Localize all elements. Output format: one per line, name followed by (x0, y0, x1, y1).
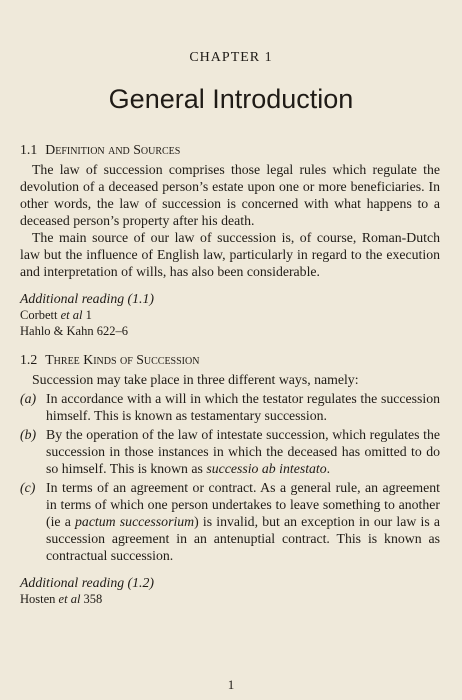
additional-reading-title: Additional reading (1.1) (20, 291, 154, 306)
paragraph-intro: Succession may take place in three different ways, namely: (32, 372, 359, 387)
succession-list (20, 390, 440, 564)
chapter-label: CHAPTER 1 (189, 50, 273, 65)
page-body (20, 141, 440, 607)
section-heading-1-1 (20, 141, 440, 158)
reference-item: Corbett et al 1 (20, 308, 92, 322)
list-text: By the operation of the law of intestate succession, which regulates the succession in those instances in which the deceased has omitted to do so himself. This is known as successio ab intestato. (46, 427, 440, 476)
list-label: (a) (20, 391, 37, 406)
chapter-title: General Introduction (108, 84, 354, 114)
section-heading-1-2 (20, 351, 440, 368)
page-number: 1 (227, 677, 235, 692)
list-text: In terms of an agreement or contract. As a general rule, an agreement in terms of which one person undertakes to leave something to another (ie a pactum successorium) is invalid, but an exception in our law is a succession agreement in an antenuptial contract. This is known as contractual succession. (46, 480, 441, 563)
additional-reading-title: Additional reading (1.2) (20, 575, 154, 590)
reference-item: Hosten et al 358 (20, 592, 103, 606)
list-text: In accordance with a will in which the testator regulates the succession himself. This is known as testamentary succession. (46, 391, 440, 423)
section-number: 1.2 (20, 352, 38, 367)
latin-term: pactum successorium (75, 514, 195, 529)
latin-term: successio ab intestato (206, 461, 327, 476)
list-item (20, 390, 440, 424)
reference-item: Hahlo & Kahn 622–6 (20, 324, 128, 338)
list-label: (b) (20, 427, 37, 442)
list-item (20, 479, 440, 564)
section-title: Three Kinds of Succession (45, 352, 200, 367)
section-number: 1.1 (20, 142, 38, 157)
list-label: (c) (20, 480, 36, 495)
paragraph-definition: The law of succession comprises those legal rules which regulate the devolution of a deceased person’s estate upon one or more beneficiaries. In other words, the law of succession is concerned with what happens to a deceased person’s property after his death. (20, 162, 440, 228)
section-title: Definition and Sources (45, 142, 181, 157)
paragraph-sources: The main source of our law of succession is, of course, Roman-Dutch law but the influence of English law, particularly in regard to the execution and interpretation of wills, has also been considerable. (20, 230, 440, 279)
list-item (20, 426, 440, 477)
